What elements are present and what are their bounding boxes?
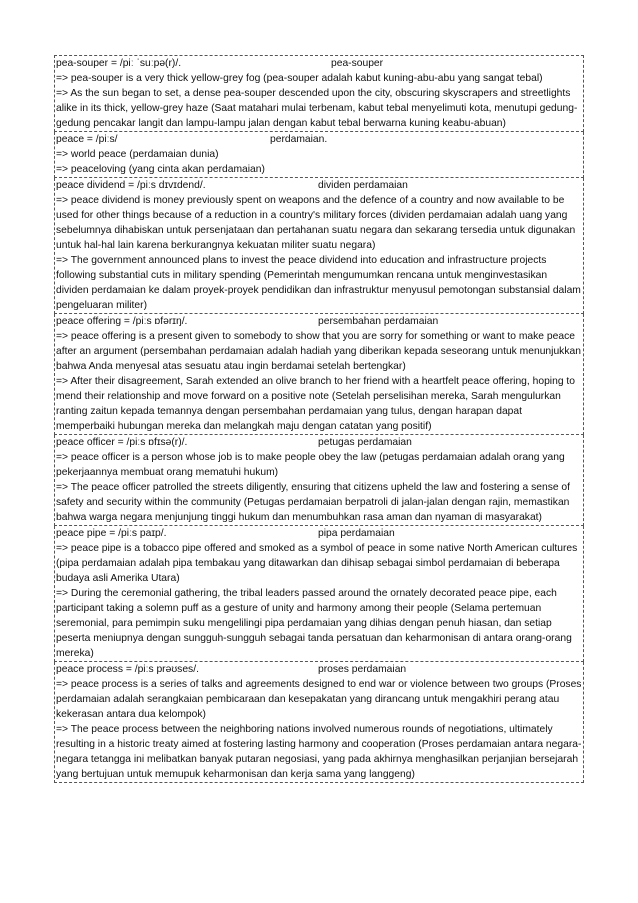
example-sentence: => peaceloving (yang cinta akan perdamaian) xyxy=(56,164,265,175)
dictionary-entry xyxy=(54,314,584,435)
headword-translation: perdamaian. xyxy=(270,134,328,145)
headword: peace pipe = /piːs paɪp/. xyxy=(56,528,167,539)
entry-header xyxy=(56,314,582,329)
example-sentence: => The peace process between the neighboring nations involved numerous rounds of negotiations, ultimately resulting in a historic treaty aimed at fostering lasting harmony and cooperation (Proses perdamaian antara negara-negara tetangga ini melibatkan banyak putaran negosiasi, yang pada akhirnya menghasilkan perjanjian bersejarah yang bertujuan untuk memupuk keharmonisan dan kerja sama yang langgeng) xyxy=(56,724,582,780)
definition-text: => pea-souper is a very thick yellow-grey fog (pea-souper adalah kabut kuning-abu-abu yang sangat tebal) xyxy=(56,73,543,84)
dictionary-entry xyxy=(54,435,584,526)
headword-translation: proses perdamaian xyxy=(318,664,407,675)
example-sentence: => As the sun began to set, a dense pea-souper descended upon the city, obscuring skyscrapers and streetlights alike in its thick, yellow-grey haze (Saat matahari mulai terbenam, kabut tebal menyelimuti kota, menutupi gedung-gedung pencakar langit dan lampu-lampu jalan dengan kabut tebal berwarna kuning keabu-abuan) xyxy=(56,88,578,129)
definition-text: => peace officer is a person whose job is to make people obey the law (petugas perdamaian adalah orang yang pekerjaannya membuat orang mematuhi hukum) xyxy=(56,452,565,478)
entry-header xyxy=(56,526,582,541)
example-sentence: => The government announced plans to invest the peace dividend into education and infrastructure projects following substantial cuts in military spending (Pemerintah mengumumkan rencana untuk menginvestasikan dividen perdamaian ke dalam proyek-proyek pendidikan dan infrastruktur menyusul pemotongan substansial dalam pengeluaran militer) xyxy=(56,255,581,311)
dictionary-entry xyxy=(54,526,584,662)
headword-translation: pipa perdamaian xyxy=(318,528,395,539)
definition-text: => peace dividend is money previously spent on weapons and the defence of a country and now available to be used for other things because of a reduction in a country's military forces (dividen perdamaian adalah uang yang sebelumnya dihabiskan untuk persenjataan dan pertahanan suatu negara dan sekarang tersedia untuk digunakan untuk hal-hal lain karena berkurangnya kekuatan militer suatu negara) xyxy=(56,195,576,251)
entry-header xyxy=(56,56,582,71)
headword-translation: dividen perdamaian xyxy=(318,180,408,191)
headword-translation: persembahan perdamaian xyxy=(318,316,439,327)
definition-text: => peace offering is a present given to somebody to show that you are sorry for something or want to make peace after an argument (persembahan perdamaian adalah hadiah yang diberikan kepada seseorang untuk menunjukkan bahwa Anda menyesal atas sesuatu atau ingin berdamai setelah bertengkar) xyxy=(56,331,581,372)
headword: peace process = /piːs prəʊses/. xyxy=(56,664,199,675)
dictionary-page xyxy=(54,55,584,783)
entry-header xyxy=(56,662,582,677)
definition-text: => world peace (perdamaian dunia) xyxy=(56,149,219,160)
dictionary-entry xyxy=(54,55,584,132)
definition-text: => peace pipe is a tobacco pipe offered and smoked as a symbol of peace in some native North American cultures (pipa perdamaian adalah pipa tembakau yang ditawarkan dan dihisap sebagai simbol perdamaian di beberapa budaya asli Amerika Utara) xyxy=(56,543,578,584)
headword: peace dividend = /piːs dɪvɪdend/. xyxy=(56,180,206,191)
entry-header xyxy=(56,178,582,193)
dictionary-entry xyxy=(54,132,584,178)
headword: peace officer = /piːs ɒfɪsə(r)/. xyxy=(56,437,188,448)
example-sentence: => After their disagreement, Sarah extended an olive branch to her friend with a heartfelt peace offering, hoping to mend their relationship and move forward on a positive note (Setelah perselisihan mereka, Sarah mengulurkan ranting zaitun kepada temannya dengan persembahan perdamaian yang tulus, dengan harapan dapat memperbaiki hubungan mereka dan melangkah maju dengan catatan yang positif) xyxy=(56,376,575,432)
dictionary-entry xyxy=(54,662,584,783)
headword: peace = /piːs/ xyxy=(56,134,118,145)
example-sentence: => During the ceremonial gathering, the tribal leaders passed around the ornately decorated peace pipe, each participant taking a solemn puff as a gesture of unity and harmony among their people (Selama pertemuan seremonial, para pemimpin suku mengelilingi pipa perdamaian yang dihias dengan penuh hiasan, dan setiap peserta meniupnya dengan sungguh-sungguh sebagai tanda persatuan dan keharmonisan di antara orang-orang mereka) xyxy=(56,588,572,659)
definition-text: => peace process is a series of talks and agreements designed to end war or violence between two groups (Proses perdamaian adalah serangkaian pembicaraan dan kesepakatan yang dirancang untuk mengakhiri perang atau kekerasan antara dua kelompok) xyxy=(56,679,582,720)
headword-translation: pea-souper xyxy=(331,58,384,69)
entry-header xyxy=(56,132,582,147)
dictionary-entry xyxy=(54,178,584,314)
entry-header xyxy=(56,435,582,450)
headword: pea-souper = /piː ˈsuːpə(r)/. xyxy=(56,58,182,69)
example-sentence: => The peace officer patrolled the streets diligently, ensuring that citizens upheld the law and fostering a sense of safety and security within the community (Petugas perdamaian berpatroli di jalan-jalan dengan rajin, memastikan bahwa warga negara menjunjung tinggi hukum dan menumbuhkan rasa aman dan nyaman di masyarakat) xyxy=(56,482,571,523)
headword: peace offering = /piːs ɒfərɪŋ/. xyxy=(56,316,188,327)
headword-translation: petugas perdamaian xyxy=(318,437,412,448)
